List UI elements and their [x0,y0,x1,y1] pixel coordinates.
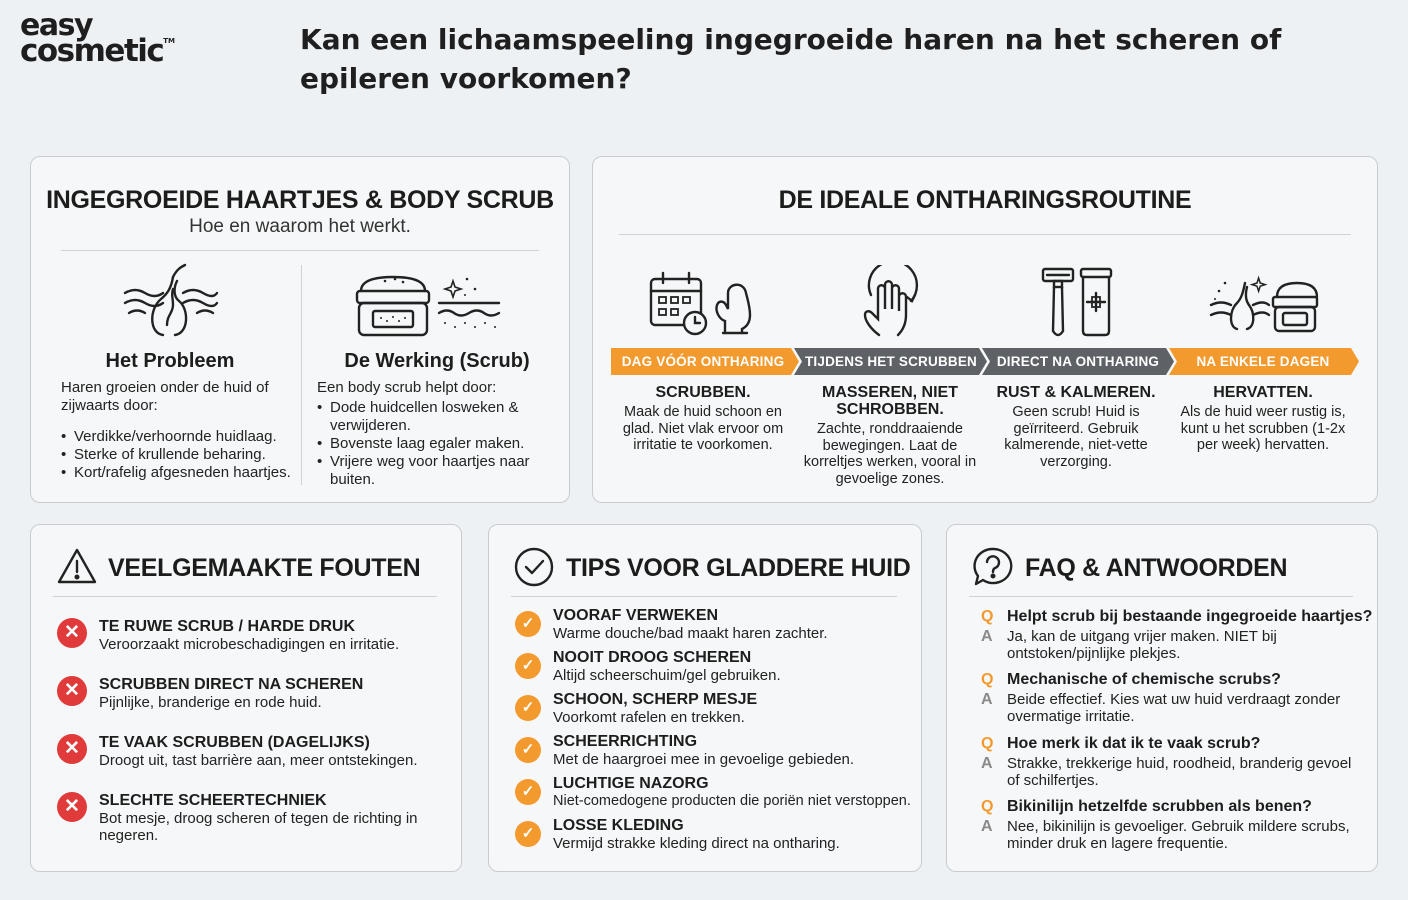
answer-marker: A [981,755,993,772]
step-heading-3: RUST & KALMEREN. [996,384,1156,401]
step-heading-4: HERVATTEN. [1213,384,1313,401]
mistake-heading: SCRUBBEN DIRECT NA SCHEREN [99,676,364,693]
step-label-1: DAG VÓÓR ONTHARING [621,354,785,369]
question-marker: Q [981,798,994,815]
warning-icon [56,547,98,585]
routine-card [592,156,1378,503]
routine-card-title: DE IDEALE ONTHARINGSROUTINE [778,186,1192,214]
answer-marker: A [981,628,993,645]
faq-card [946,524,1378,872]
step-text-1: Maak de huid schoon en glad. Niet vlak ervoor om irritatie te voorkomen. [622,404,784,453]
tip-text: Warme douche/bad maakt haren zachter. [553,625,828,642]
divider [53,596,437,597]
question-marker: Q [981,671,994,688]
step-text-4: Als de huid weer rustig is, kunt u het scrubben (1-2x per week) hervatten. [1180,404,1346,453]
tip-item [515,817,923,852]
tip-text: Voorkomt rafelen en trekken. [553,709,745,726]
step-heading-1: SCRUBBEN. [655,384,751,401]
faq-answer: Ja, kan de uitgang vrijer maken. NIET bij ontstoken/pijnlijke plekjes. [1007,628,1277,662]
step-label-2: TIJDENS HET SCRUBBEN [804,354,978,369]
check-icon: ✓ [515,779,541,805]
column-divider [301,265,302,485]
working-heading: De Werking (Scrub) [344,350,530,372]
mistake-text: Veroorzaakt microbeschadigingen en irritatie. [99,636,400,653]
problem-heading: Het Probleem [105,350,235,372]
list-item: • Sterke of krullende beharing. [61,446,295,464]
scrub-card-subtitle: Hoe en waarom het werkt. [189,216,411,237]
logo-line-1: easy [20,8,93,43]
scrub-jar-icon [353,267,503,339]
divider [511,596,897,597]
faq-answer: Nee, bikinilijn is gevoeliger. Gebruik mildere scrubs, minder druk en lagere frequentie. [1007,818,1350,852]
error-x-icon: ✕ [57,618,87,648]
tip-text: Met de haargroei mee in gevoelige gebieden. [553,751,855,768]
problem-list [45,428,295,482]
faq-answer: Beide effectief. Kies wat uw huid verdraagt zonder overmatige irritatie. [1007,691,1341,725]
tip-heading: LOSSE KLEDING [553,817,684,834]
razor-cream-icon [1041,267,1115,339]
tip-heading: SCHOON, SCHERP MESJE [553,691,758,708]
brand-logo [20,8,176,69]
mistake-item [57,734,439,769]
faq-question: Bikinilijn hetzelfde scrubben als benen? [1007,798,1312,815]
mistake-item [57,618,439,653]
step-label-4: NA ENKELE DAGEN [1196,354,1330,369]
mistakes-card-title: VEELGEMAAKTE FOUTEN [108,554,421,582]
tip-item [515,733,923,768]
logo-tm: TM [163,36,176,45]
tip-text: Altijd scheerschuim/gel gebruiken. [553,667,781,684]
faq-answer: Strakke, trekkerige huid, roodheid, branderig gevoel of schilfertjes. [1007,755,1352,789]
tip-heading: NOOIT DROOG SCHEREN [553,649,752,666]
logo-line-2: cosmetic [20,32,164,69]
tip-heading: SCHEERRICHTING [553,733,698,750]
tip-item [515,691,923,726]
problem-column [45,350,295,482]
tip-text: Vermijd strakke kleding direct na ontharing. [553,835,840,852]
check-icon: ✓ [515,821,541,847]
faq-card-title: FAQ & ANTWOORDEN [1025,554,1288,582]
list-item: • Verdikke/verhoornde huidlaag. [61,428,295,446]
list-item: • Bovenste laag egaler maken. [317,435,557,453]
scrub-card [30,156,570,503]
error-x-icon: ✕ [57,734,87,764]
question-marker: Q [981,608,994,625]
scrub-card-title: INGEGROEIDE HAARTJES & BODY SCRUB [46,186,554,214]
answer-marker: A [981,818,993,835]
check-circle-icon [514,547,554,587]
divider [619,234,1351,235]
mistake-text: Droogt uit, tast barrière aan, meer ontstekingen. [99,752,418,769]
tips-card-title: TIPS VOOR GLADDERE HUID [566,554,911,582]
working-list [317,399,557,489]
check-icon: ✓ [515,611,541,637]
page-title: Kan een lichaamspeeling ingegroeide haren na het scheren of epileren voorkomen? [300,23,1282,95]
hair-scrub-jar-icon [1209,269,1321,335]
list-item: • Vrijere weg voor haartjes naar buiten. [317,453,557,489]
hand-circular-icon [857,265,923,339]
tip-heading: VOORAF VERWEKEN [553,607,719,624]
step-text-3: Geen scrub! Huid is geïrriteerd. Gebruik kalmerende, niet-vette verzorging. [1004,404,1148,470]
faq-question: Helpt scrub bij bestaande ingegroeide haartjes? [1007,608,1373,625]
step-text-2: Zachte, ronddraaiende bewegingen. Laat de korreltjes werken, vooral in gevoelige zones. [803,421,977,487]
question-marker: Q [981,735,994,752]
mistake-heading: SLECHTE SCHEERTECHNIEK [99,792,327,809]
divider [61,250,539,251]
calendar-mitt-icon [649,271,759,337]
answer-marker: A [981,691,993,708]
tip-heading: LUCHTIGE NAZORG [553,775,709,792]
check-icon: ✓ [515,653,541,679]
mistake-item [57,792,429,844]
step-label-3: DIRECT NA ONTHARING [996,354,1160,369]
faq-question: Hoe merk ik dat ik te vaak scrub? [1007,735,1261,752]
tip-item [515,775,925,810]
mistake-text: Pijnlijke, branderige en rode huid. [99,694,322,711]
error-x-icon: ✕ [57,676,87,706]
tip-item [515,649,923,684]
mistakes-card [30,524,462,872]
tip-text: Niet-comedogene producten die poriën niet verstoppen. [553,793,911,809]
check-icon: ✓ [515,695,541,721]
mistake-text: Bot mesje, droog scheren of tegen de richting in negeren. [99,810,418,844]
tips-card [488,524,922,872]
divider [969,596,1353,597]
list-item: • Dode huidcellen losweken & verwijderen. [317,399,557,435]
working-intro: Een body scrub helpt door: [317,379,497,396]
problem-intro: Haren groeien onder de huid of zijwaarts door: [61,379,269,414]
tip-item [515,607,923,642]
list-item: • Kort/rafelig afgesneden haartjes. [61,464,295,482]
question-bubble-icon [972,546,1014,588]
mistake-heading: TE VAAK SCRUBBEN (DAGELIJKS) [99,734,370,751]
mistake-item [57,676,439,711]
check-icon: ✓ [515,737,541,763]
step-heading-2: MASSEREN, NIET SCHROBBEN. [821,384,958,418]
mistake-heading: TE RUWE SCRUB / HARDE DRUK [99,618,355,635]
error-x-icon: ✕ [57,792,87,822]
faq-question: Mechanische of chemische scrubs? [1007,671,1281,688]
hair-follicle-icon [123,263,219,341]
working-column [317,350,557,489]
